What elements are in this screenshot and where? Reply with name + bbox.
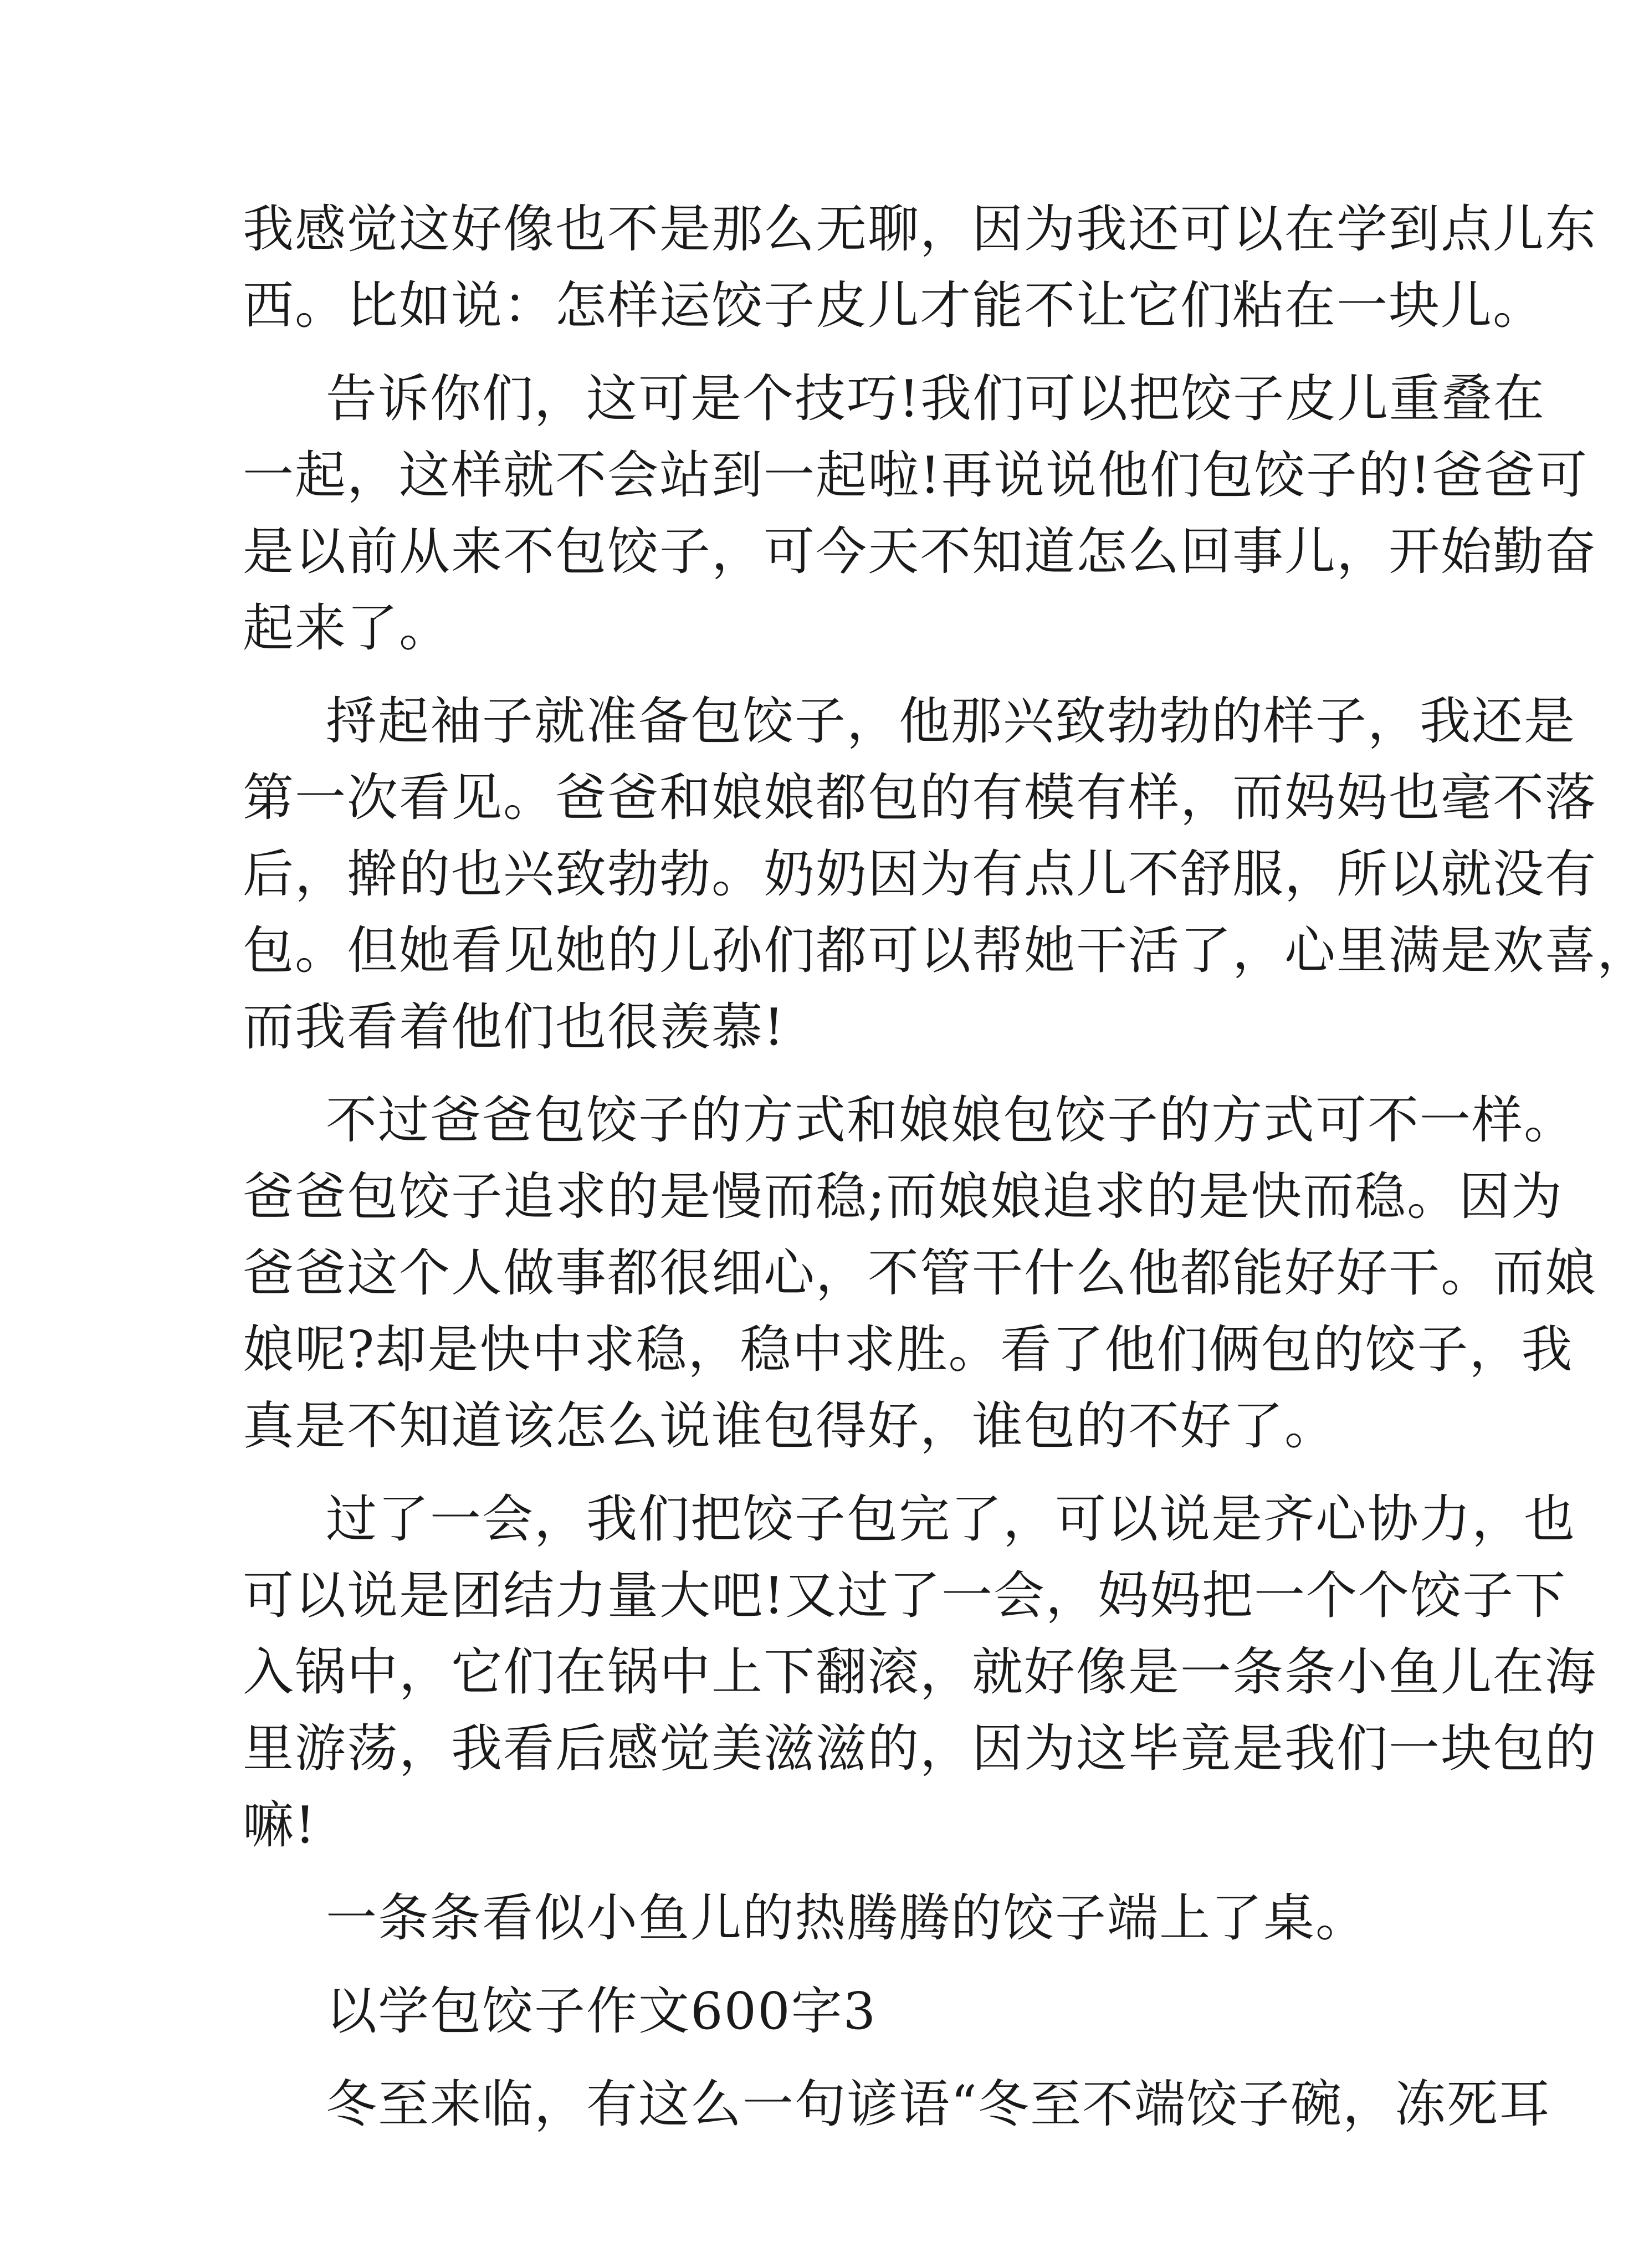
text-line: 西。比如说：怎样运饺子皮儿才能不让它们粘在一块儿。 — [243, 276, 1545, 335]
text-line: 真是不知道该怎么说谁包得好，谁包的不好了。 — [243, 1396, 1337, 1456]
paragraph-start-line: 不过爸爸包饺子的方式和娘娘包饺子的方式可不一样。 — [326, 1091, 1576, 1150]
text-line: 第一次看见。爸爸和娘娘都包的有模有样，而妈妈也毫不落 — [243, 768, 1597, 827]
paragraph-start-line: 告诉你们，这可是个技巧!我们可以把饺子皮儿重叠在 — [326, 369, 1545, 428]
text-line: 后，擀的也兴致勃勃。奶奶因为有点儿不舒服，所以就没有 — [243, 844, 1597, 904]
paragraph-start-line: 过了一会，我们把饺子包完了，可以说是齐心协力，也 — [326, 1489, 1576, 1549]
text-line: 而我看着他们也很羡慕! — [243, 997, 785, 1057]
text-line: 一起，这样就不会站到一起啦!再说说他们包饺子的!爸爸可 — [243, 446, 1588, 505]
article-body — [243, 191, 1649, 2143]
paragraph-start-line: 冬至来临，有这么一句谚语“冬至不端饺子碗，冻死耳 — [326, 2075, 1551, 2134]
essay-heading: 以学包饺子作文600字3 — [326, 1982, 877, 2041]
paragraph-start-line: 一条条看似小鱼儿的热腾腾的饺子端上了桌。 — [326, 1888, 1368, 1948]
text-line: 爸爸这个人做事都很细心，不管干什么他都能好好干。而娘 — [243, 1243, 1597, 1303]
text-line: 里游荡，我看后感觉美滋滋的，因为这毕竟是我们一块包的 — [243, 1719, 1597, 1778]
text-line: 包。但她看见她的儿孙们都可以帮她干活了，心里满是欢喜， — [243, 921, 1649, 980]
paragraph-start-line: 捋起袖子就准备包饺子，他那兴致勃勃的样子，我还是 — [326, 692, 1576, 751]
text-line: 爸爸包饺子追求的是慢而稳;而娘娘追求的是快而稳。因为 — [243, 1167, 1563, 1226]
text-line: 入锅中，它们在锅中上下翻滚，就好像是一条条小鱼儿在海 — [243, 1642, 1597, 1702]
text-line: 娘呢?却是快中求稳，稳中求胜。看了他们俩包的饺子，我 — [243, 1320, 1574, 1379]
text-line: 是以前从来不包饺子，可今天不知道怎么回事儿，开始勤奋 — [243, 522, 1597, 581]
text-line: 嘛! — [243, 1795, 316, 1855]
text-line: 起来了。 — [243, 598, 452, 658]
text-line: 可以说是团结力量大吧!又过了一会，妈妈把一个个饺子下 — [243, 1566, 1566, 1625]
text-line: 我感觉这好像也不是那么无聊，因为我还可以在学到点儿东 — [243, 199, 1597, 259]
